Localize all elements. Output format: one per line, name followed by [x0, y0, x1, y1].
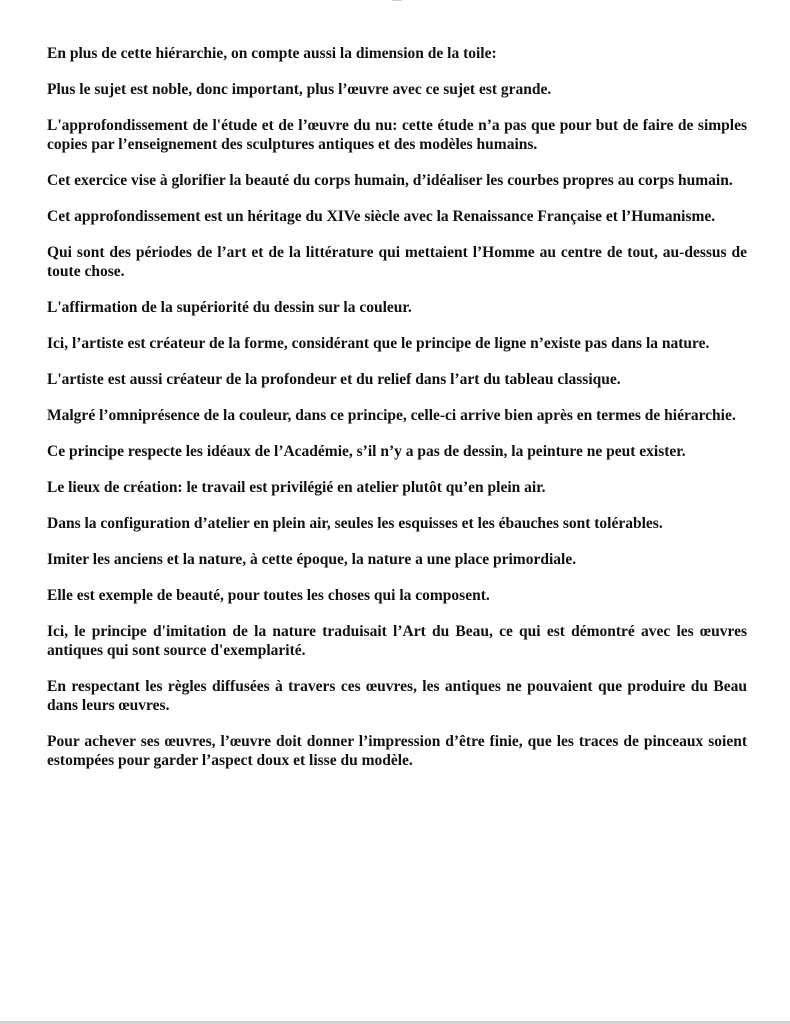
paragraph-4: Cet exercice vise à glorifier la beauté du corps humain, d’idéaliser les courbes propres au corps humain. [47, 172, 733, 189]
paragraph-16: Ici, le principe d'imitation de la nature traduisait l’Art du Beau, ce qui est démontré avec les œuvres antiques qui sont source d'exemplarité. [47, 623, 747, 659]
scan-edge-mark [392, 0, 402, 1]
paragraph-14: Imiter les anciens et la nature, à cette époque, la nature a une place primordiale. [47, 551, 577, 568]
paragraph-10: Malgré l’omniprésence de la couleur, dans ce principe, celle-ci arrive bien après en termes de hiérarchie. [47, 407, 736, 424]
paragraph-2: Plus le sujet est noble, donc important, plus l’œuvre avec ce sujet est grande. [47, 81, 552, 98]
paragraph-7: L'affirmation de la supériorité du dessin sur la couleur. [47, 299, 412, 316]
paragraph-13: Dans la configuration d’atelier en plein air, seules les esquisses et les ébauches sont tolérables. [47, 515, 663, 532]
paragraph-17: En respectant les règles diffusées à travers ces œuvres, les antiques ne pouvaient que produire du Beau dans leurs œuvres. [47, 678, 747, 714]
paragraph-12: Le lieux de création: le travail est privilégié en atelier plutôt qu’en plein air. [47, 479, 546, 496]
paragraph-18: Pour achever ses œuvres, l’œuvre doit donner l’impression d’être finie, que les traces de pinceaux soient estompées pour garder l’aspect doux et lisse du modèle. [47, 733, 747, 769]
paragraph-1: En plus de cette hiérarchie, on compte aussi la dimension de la toile: [47, 45, 497, 62]
paragraph-11: Ce principe respecte les idéaux de l’Académie, s’il n’y a pas de dessin, la peinture ne peut exister. [47, 443, 686, 460]
paragraph-6: Qui sont des périodes de l’art et de la littérature qui mettaient l’Homme au centre de tout, au-dessus de toute chose. [47, 244, 747, 280]
paragraph-8: Ici, l’artiste est créateur de la forme, considérant que le principe de ligne n’existe pas dans la nature. [47, 335, 710, 352]
paragraph-3: L'approfondissement de l'étude et de l’œuvre du nu: cette étude n’a pas que pour but de faire de simples copies par l’enseignement des sculptures antiques et des modèles humains. [47, 117, 747, 153]
paragraph-15: Elle est exemple de beauté, pour toutes les choses qui la composent. [47, 587, 490, 604]
document-body [47, 44, 747, 787]
paragraph-5: Cet approfondissement est un héritage du XIVe siècle avec la Renaissance Française et l’Humanisme. [47, 208, 716, 225]
paragraph-9: L'artiste est aussi créateur de la profondeur et du relief dans l’art du tableau classique. [47, 371, 621, 388]
